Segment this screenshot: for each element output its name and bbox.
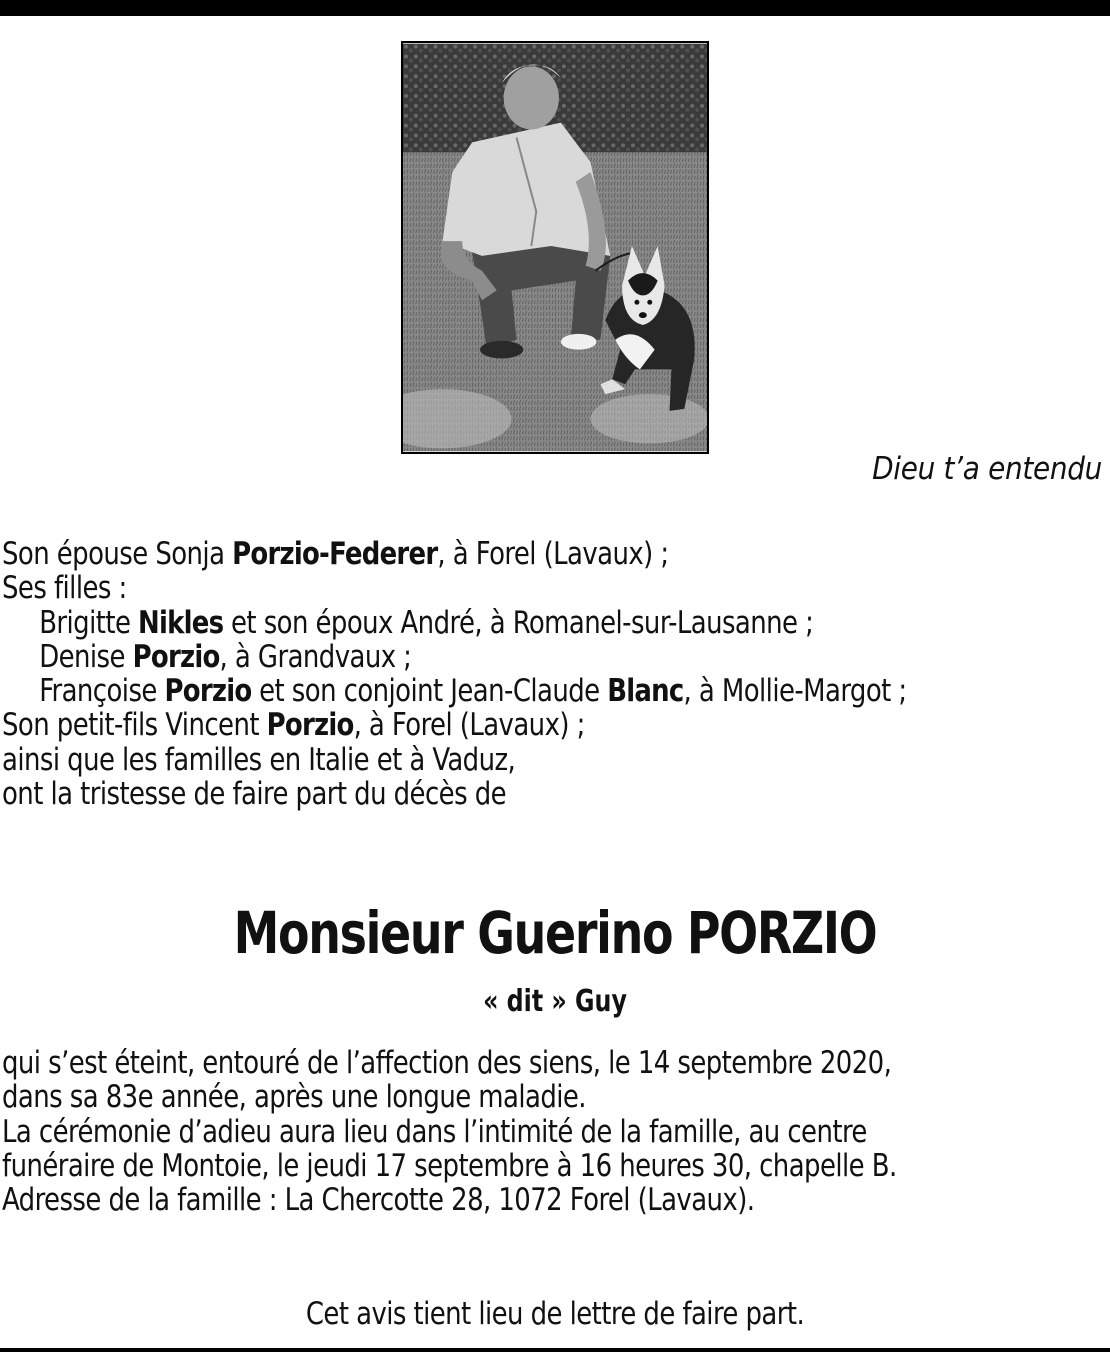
body-line: La cérémonie d’adieu aura lieu dans l’intimité de la famille, au centre [2, 1113, 867, 1150]
surname: Porzio-Federer [232, 536, 438, 572]
family-announcement [2, 537, 1032, 811]
text: Denise [39, 638, 133, 675]
surname: Porzio [266, 707, 354, 744]
text: Brigitte [39, 604, 139, 641]
text: et son époux André, à Romanel-sur-Lausanne ; [223, 604, 814, 641]
body-line: Adresse de la famille : La Chercotte 28, 1072 Forel (Lavaux). [2, 1182, 755, 1219]
text: ainsi que les familles en Italie et à Vaduz, [2, 741, 516, 778]
text: , à Grandvaux ; [219, 638, 412, 675]
text: ont la tristesse de faire part du décès de [2, 776, 507, 813]
text: Son petit-fils Vincent [2, 707, 267, 744]
portrait-photo [401, 41, 709, 454]
epigraph: Dieu t’a entendu [872, 451, 1102, 487]
family-line-daughter-brigitte [2, 606, 1032, 640]
surname: Porzio [132, 638, 220, 675]
body-line: dans sa 83e année, après une longue maladie. [2, 1079, 586, 1116]
family-line-daughter-denise [2, 640, 1032, 674]
text: , à Forel (Lavaux) ; [437, 536, 669, 572]
deceased-name: Monsieur Guerino PORZIO [233, 899, 877, 967]
family-line-relatives [2, 743, 1032, 777]
deceased-nickname: « dit » Guy [483, 984, 627, 1019]
text: Ses filles : [2, 570, 127, 607]
body-line: funéraire de Montoie, le jeudi 17 septembre à 16 heures 30, chapelle B. [2, 1147, 897, 1184]
top-rule [0, 0, 1110, 16]
surname: Porzio [164, 673, 252, 710]
surname: Nikles [138, 604, 224, 641]
family-line-daughters-heading [2, 571, 1032, 605]
text: , à Forel (Lavaux) ; [353, 707, 585, 744]
family-line-spouse [2, 537, 1032, 571]
family-line-announcement [2, 777, 1032, 811]
body-line: qui s’est éteint, entouré de l’affection des siens, le 14 septembre 2020, [2, 1045, 892, 1081]
text: Son épouse Sonja [2, 536, 233, 572]
text: , à Mollie-Margot ; [683, 673, 907, 710]
portrait-photo-illustration [403, 43, 707, 452]
surname: Blanc [607, 673, 684, 710]
closing-note: Cet avis tient lieu de lettre de faire part. [305, 1296, 805, 1332]
family-line-grandson [2, 708, 1032, 742]
text: Françoise [39, 673, 165, 710]
obituary-body [2, 1046, 1032, 1217]
text: et son conjoint Jean-Claude [251, 673, 608, 710]
family-line-daughter-francoise [2, 674, 1032, 708]
bottom-rule [0, 1348, 1110, 1352]
